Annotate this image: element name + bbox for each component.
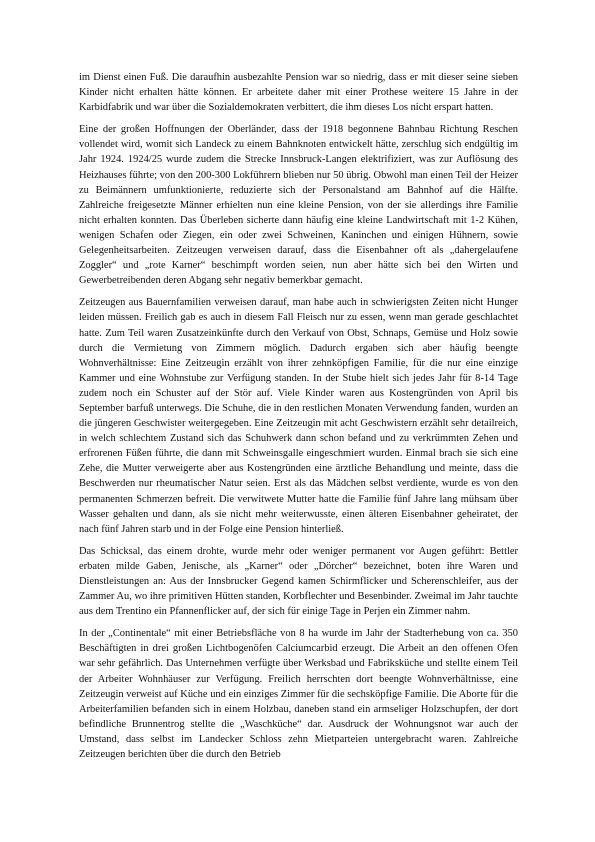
paragraph-continentale: In der „Continentale“ mit einer Betriebsfläche von 8 ha wurde im Jahr der Stadterhebung von ca. 350 Beschäftigten in drei großen Lichtbogenöfen Calciumcarbid erzeugt. Die Arbeit an den offenen Ofen war sehr gefährlich. Das Unternehmen verfügte über Werksbad und Fabriksküche und stellte einem Teil der Arbeiter Wohnhäuser zur Verfügung. Freilich herrschten dort beengte Wohnverhältnisse, eine Zeitzeugin verweist auf Küche und ein einziges Zimmer für die sechsköpfige Familie. Die Aborte für die Arbeiterfamilien befanden sich in einem Holzbau, daneben stand ein armseliger Holzschupfen, der dort befindliche Brunnentrog stellte die „Waschküche“ dar. Ausdruck der Wohnungsnot war auch der Umstand, dass selbst im Landecker Schloss zehn Mietparteien untergebracht waren. Zahlreiche Zeitzeugen berichten über die durch den Betrieb bbox=[79, 628, 518, 761]
paragraph-pension: im Dienst einen Fuß. Die daraufhin ausbezahlte Pension war so niedrig, dass er mit dieser seine sieben Kinder nicht erhalten hätte können. Er arbeitete daher mit einer Prothese weitere 15 Jahre in der Karbidfabrik und war über die Sozialdemokraten verbittert, die ihm dieses Los nicht erspart hatten. bbox=[79, 72, 518, 114]
paragraph-railway: Eine der großen Hoffnungen der Oberländer, dass der 1918 begonnene Bahnbau Richtung Reschen vollendet wird, womit sich Landeck zu einem Bahnknoten entwickelt hätte, zerschlug sich endgültig im Jahr 1924. 1924/25 wurde zudem die Strecke Innsbruck-Langen elektrifiziert, was zur Auflösung des Heizhauses führte; von den 200-300 Lokführern blieben nur 50 übrig. Obwohl man einen Teil der Heizer zu Beimännern umfunktionierte, reduzierte sich der Personalstand am Bahnhof auf die Hälfte. Zahlreiche freigesetzte Männer erhielten nun eine kleine Pension, von der sie allerdings ihre Familie nicht erhalten konnten. Das Überleben sicherte dann häufig eine kleine Landwirtschaft mit 1-2 Kühen, wenigen Schafen oder Ziegen, ein oder zwei Schweinen, Kaninchen und einigen Hühnern, sowie Gelegenheitsarbeiten. Zeitzeugen verweisen darauf, dass die Eisenbahner oft als „dahergelaufene Zoggler“ und „rote Karner“ beschimpft worden seien, nun aber hätte sich bei den Wirten und Gewerbetreibenden deren Abgang sehr negativ bemerkbar gemacht. bbox=[79, 124, 518, 287]
paragraph-beggars: Das Schicksal, das einem drohte, wurde mehr oder weniger permanent vor Augen geführt: Bettler erbaten milde Gaben, Jenische, als „Karner“ oder „Dörcher“ bezeichnet, boten ihre Waren und Dienstleistungen an: Aus der Innsbrucker Gegend kamen Schirmflicker und Scherenschleifer, aus der Zammer Au, wo ihre primitiven Hütten standen, Korbflechter und Besenbinder. Zweimal im Jahr tauchte aus dem Trentino ein Pfannenflicker auf, der sich für einige Tage in Perjen ein Zimmer nahm. bbox=[79, 545, 518, 618]
document-page bbox=[79, 70, 518, 762]
paragraph-farm-families: Zeitzeugen aus Bauernfamilien verweisen darauf, man habe auch in schwierigsten Zeiten nicht Hunger leiden müssen. Freilich gab es auch in diesem Fall Fleisch nur zu essen, wenn man gerade geschlachtet hatte. Zum Teil waren Zusatzeinkünfte durch den Verkauf von Obst, Schnaps, Gemüse und Holz sowie durch die Vermietung von Zimmern möglich. Dadurch ergaben sich aber häufig beengte Wohnverhältnisse: Eine Zeitzeugin erzählt von ihrer zehnköpfigen Familie, für die nur eine einzige Kammer und eine Wohnstube zur Verfügung standen. In der Stube hielt sich jedes Jahr für 8-14 Tage zudem noch ein Schuster auf der Stör auf. Viele Kinder waren aus Kostengründen von April bis September barfuß unterwegs. Die Schuhe, die in den restlichen Monaten Verwendung fanden, wurden an die jüngeren Geschwister weitergegeben. Eine Zeitzeugin mit acht Geschwistern erzählt sehr detailreich, in welch schlechtem Zustand sich das Schuhwerk dann schon befand und zu verkrümmten Zehen und erfrorenen Füßen führte, die dann mit Schweinsgalle eingeschmiert wurden. Einmal brach sie sich eine Zehe, die Mutter verweigerte aber aus Kostengründen eine ärztliche Behandlung und meinte, dass die Beschwerden nur rheumatischer Natur seien. Erst als das Mädchen selbst verdiente, wurde es von den permanenten Schmerzen befreit. Die verwitwete Mutter hatte die Familie fünf Jahre lang mühsam über Wasser gehalten und dann, als sie nicht mehr weiterwusste, einen älteren Eisenbahner geheiratet, der nach fünf Jahren starb und in der Folge eine Pension hinterließ. bbox=[79, 297, 518, 535]
